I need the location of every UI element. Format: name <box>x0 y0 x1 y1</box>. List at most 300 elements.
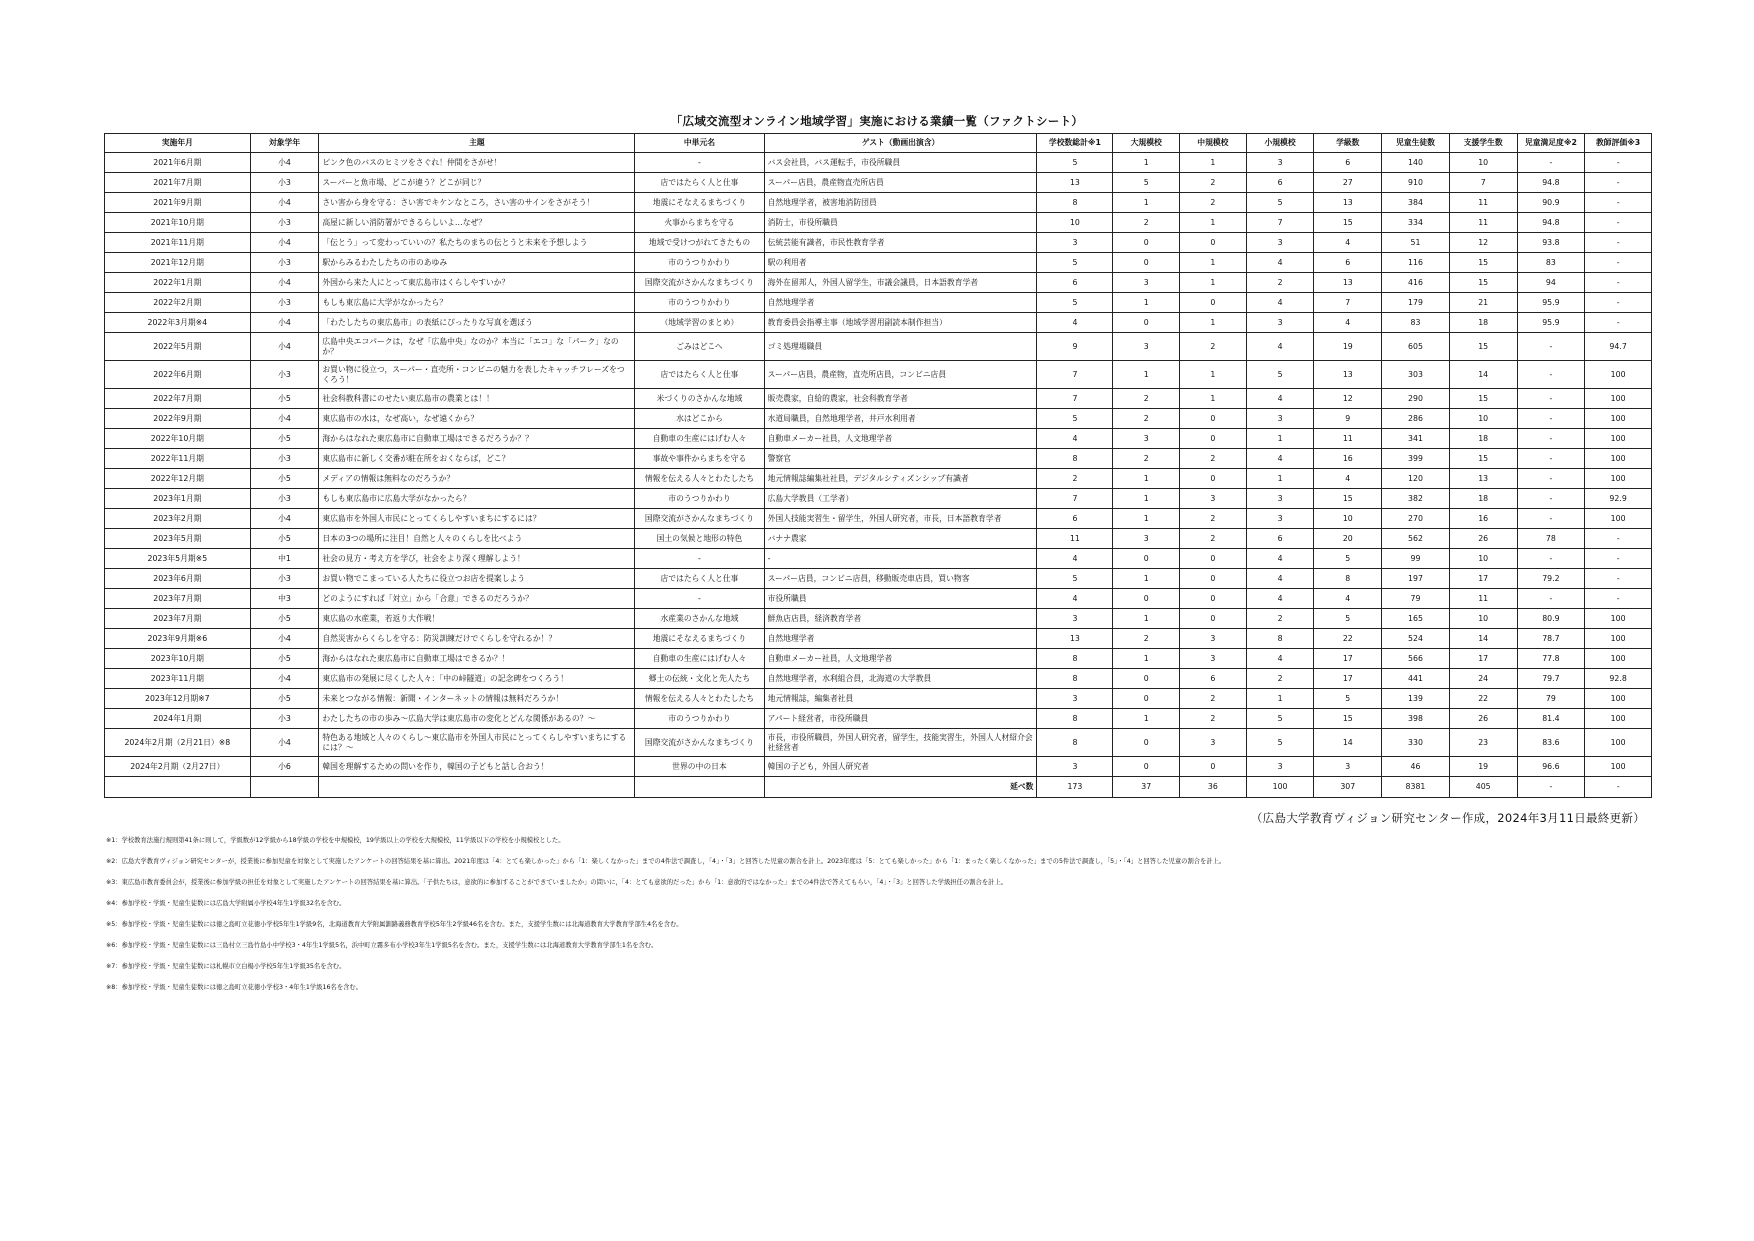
teacher-rating-cell: 92.9 <box>1585 489 1652 509</box>
column-header: ゲスト（動画出演含） <box>764 134 1037 153</box>
schools-cell: 6 <box>1037 273 1113 293</box>
classes-cell: 20 <box>1314 529 1382 549</box>
table-row <box>105 213 1652 233</box>
table-row <box>105 293 1652 313</box>
footnote: ※3：東広島市教育委員会が，授業後に参加学級の担任を対象として実施したアンケートの回答結果を基に算出。「子供たちは，意欲的に参加することができていましたか」の問いに，「4：とても意欲的だった」から「1：意欲的ではなかった」までの4件法で答えてもらい，「4」・「3」と回答した学級担任の割合を計上。 <box>106 879 1008 886</box>
medium-schools-cell: 3 <box>1180 649 1247 669</box>
large-schools-cell: 1 <box>1113 569 1180 589</box>
grade-cell: 中3 <box>250 589 319 609</box>
satisfaction-cell: 78 <box>1517 529 1585 549</box>
theme-cell: 海からはなれた東広島市に自動車工場はできるだろうか？？ <box>319 429 635 449</box>
grade-cell: 小3 <box>250 569 319 589</box>
guest-cell: - <box>764 549 1037 569</box>
satisfaction-cell: - <box>1517 469 1585 489</box>
students-cell: 303 <box>1382 361 1450 389</box>
large-schools-cell: 2 <box>1113 409 1180 429</box>
guest-cell: 韓国の子ども，外国人研究者 <box>764 757 1037 777</box>
period-cell: 2022年1月期 <box>105 273 251 293</box>
schools-cell: 3 <box>1037 609 1113 629</box>
teacher-rating-cell: - <box>1585 213 1652 233</box>
table-row <box>105 609 1652 629</box>
grade-cell: 小5 <box>250 529 319 549</box>
table-row <box>105 449 1652 469</box>
support-students-cell: 10 <box>1449 549 1517 569</box>
total-cell: 405 <box>1449 777 1517 798</box>
column-header: 主題 <box>319 134 635 153</box>
unit-cell: 世界の中の日本 <box>635 757 764 777</box>
medium-schools-cell: 0 <box>1180 609 1247 629</box>
guest-cell: 外国人技能実習生・留学生，外国人研究者，市長，日本語教育学者 <box>764 509 1037 529</box>
large-schools-cell: 2 <box>1113 389 1180 409</box>
small-schools-cell: 4 <box>1246 333 1314 361</box>
table-row <box>105 569 1652 589</box>
table-row <box>105 361 1652 389</box>
small-schools-cell: 4 <box>1246 589 1314 609</box>
unit-cell: 地震にそなえるまちづくり <box>635 193 764 213</box>
medium-schools-cell: 2 <box>1180 529 1247 549</box>
satisfaction-cell: - <box>1517 449 1585 469</box>
small-schools-cell: 3 <box>1246 757 1314 777</box>
grade-cell: 小3 <box>250 293 319 313</box>
satisfaction-cell: - <box>1517 509 1585 529</box>
schools-cell: 3 <box>1037 757 1113 777</box>
satisfaction-cell: 95.9 <box>1517 313 1585 333</box>
unit-cell: 水はどこから <box>635 409 764 429</box>
guest-cell: 消防士，市役所職員 <box>764 213 1037 233</box>
column-header: 児童生徒数 <box>1382 134 1450 153</box>
grade-cell: 小4 <box>250 509 319 529</box>
large-schools-cell: 0 <box>1113 669 1180 689</box>
table-row <box>105 589 1652 609</box>
schools-cell: 5 <box>1037 409 1113 429</box>
teacher-rating-cell: 100 <box>1585 389 1652 409</box>
guest-cell: 駅の利用者 <box>764 253 1037 273</box>
period-cell: 2022年2月期 <box>105 293 251 313</box>
support-students-cell: 15 <box>1449 449 1517 469</box>
classes-cell: 4 <box>1314 233 1382 253</box>
page-title: 「広域交流型オンライン地域学習」実施における業績一覧（ファクトシート） <box>670 114 1084 128</box>
grade-cell: 小5 <box>250 389 319 409</box>
credit-line: （広島大学教育ヴィジョン研究センター作成，2024年3月11日最終更新） <box>1250 811 1645 825</box>
students-cell: 382 <box>1382 489 1450 509</box>
students-cell: 140 <box>1382 153 1450 173</box>
teacher-rating-cell: 100 <box>1585 609 1652 629</box>
satisfaction-cell: - <box>1517 409 1585 429</box>
schools-cell: 6 <box>1037 509 1113 529</box>
teacher-rating-cell: 100 <box>1585 429 1652 449</box>
unit-cell: 国際交流がさかんなまちづくり <box>635 509 764 529</box>
large-schools-cell: 0 <box>1113 253 1180 273</box>
theme-cell: わたしたちの市の歩み～広島大学は東広島市の変化とどんな関係があるの？～ <box>319 709 635 729</box>
support-students-cell: 19 <box>1449 757 1517 777</box>
guest-cell: 自然地理学者 <box>764 629 1037 649</box>
students-cell: 197 <box>1382 569 1450 589</box>
period-cell: 2023年6月期 <box>105 569 251 589</box>
satisfaction-cell: 83.6 <box>1517 729 1585 757</box>
table-row <box>105 529 1652 549</box>
teacher-rating-cell: - <box>1585 293 1652 313</box>
classes-cell: 5 <box>1314 609 1382 629</box>
large-schools-cell: 2 <box>1113 629 1180 649</box>
theme-cell: 広島中央エコパークは，なぜ「広島中央」なのか？本当に「エコ」な「パーク」なのか？ <box>319 333 635 361</box>
schools-cell: 10 <box>1037 213 1113 233</box>
column-header: 支援学生数 <box>1449 134 1517 153</box>
classes-cell: 3 <box>1314 757 1382 777</box>
medium-schools-cell: 0 <box>1180 757 1247 777</box>
teacher-rating-cell: 100 <box>1585 757 1652 777</box>
small-schools-cell: 4 <box>1246 293 1314 313</box>
medium-schools-cell: 2 <box>1180 449 1247 469</box>
theme-cell: もしも東広島に大学がなかったら？ <box>319 293 635 313</box>
total-cell: 100 <box>1246 777 1314 798</box>
classes-cell: 16 <box>1314 449 1382 469</box>
grade-cell: 小4 <box>250 409 319 429</box>
theme-cell: スーパーと魚市場、どこが違う？どこが同じ？ <box>319 173 635 193</box>
teacher-rating-cell: - <box>1585 253 1652 273</box>
column-header: 中規模校 <box>1180 134 1247 153</box>
total-cell: 8381 <box>1382 777 1450 798</box>
grade-cell: 小4 <box>250 313 319 333</box>
satisfaction-cell: - <box>1517 361 1585 389</box>
period-cell: 2022年12月期 <box>105 469 251 489</box>
small-schools-cell: 8 <box>1246 629 1314 649</box>
medium-schools-cell: 0 <box>1180 233 1247 253</box>
small-schools-cell: 4 <box>1246 449 1314 469</box>
students-cell: 341 <box>1382 429 1450 449</box>
guest-cell: 自然地理学者，水利組合員，北海道の大学教員 <box>764 669 1037 689</box>
small-schools-cell: 5 <box>1246 361 1314 389</box>
classes-cell: 19 <box>1314 333 1382 361</box>
footnote: ※2：広島大学教育ヴィジョン研究センターが，授業後に参加児童を対象として実施したアンケートの回答結果を基に算出。2021年度は「4：とても楽しかった」から「1：楽しくなかった」までの4件法で調査し，「4」・「3」と回答した児童の割合を計上。2023年度は「5：とても楽しかった」から「1：まったく楽しくなかった」までの5件法で調査し，「5」・「4」と回答した児童の割合を計上。 <box>106 858 1226 865</box>
satisfaction-cell: 96.6 <box>1517 757 1585 777</box>
medium-schools-cell: 0 <box>1180 409 1247 429</box>
schools-cell: 2 <box>1037 469 1113 489</box>
support-students-cell: 21 <box>1449 293 1517 313</box>
totals-label: 延べ数 <box>764 777 1037 798</box>
small-schools-cell: 1 <box>1246 429 1314 449</box>
unit-cell: 水産業のさかんな地域 <box>635 609 764 629</box>
schools-cell: 4 <box>1037 589 1113 609</box>
table-row <box>105 253 1652 273</box>
medium-schools-cell: 2 <box>1180 333 1247 361</box>
period-cell: 2021年7月期 <box>105 173 251 193</box>
students-cell: 165 <box>1382 609 1450 629</box>
students-cell: 83 <box>1382 313 1450 333</box>
table-row <box>105 629 1652 649</box>
medium-schools-cell: 2 <box>1180 709 1247 729</box>
grade-cell: 小4 <box>250 193 319 213</box>
small-schools-cell: 3 <box>1246 313 1314 333</box>
guest-cell: 市役所職員 <box>764 589 1037 609</box>
classes-cell: 27 <box>1314 173 1382 193</box>
teacher-rating-cell: 100 <box>1585 409 1652 429</box>
footnote: ※5：参加学校・学級・児童生徒数には徳之島町立花徳小学校5年生1学級9名，北海道教育大学附属釧路義務教育学校5年生2学級46名を含む。また，支援学生数には北海道教育大学教育学部生4名を含む。 <box>106 921 683 928</box>
schools-cell: 13 <box>1037 629 1113 649</box>
guest-cell: バナナ農家 <box>764 529 1037 549</box>
students-cell: 441 <box>1382 669 1450 689</box>
table-row <box>105 409 1652 429</box>
support-students-cell: 18 <box>1449 429 1517 449</box>
grade-cell: 中1 <box>250 549 319 569</box>
large-schools-cell: 1 <box>1113 293 1180 313</box>
students-cell: 139 <box>1382 689 1450 709</box>
theme-cell: 「伝とう」って変わっていいの？私たちのまちの伝とうと未来を予想しよう <box>319 233 635 253</box>
satisfaction-cell: - <box>1517 589 1585 609</box>
satisfaction-cell: 94.8 <box>1517 213 1585 233</box>
small-schools-cell: 5 <box>1246 193 1314 213</box>
large-schools-cell: 0 <box>1113 233 1180 253</box>
column-header: 中単元名 <box>635 134 764 153</box>
support-students-cell: 24 <box>1449 669 1517 689</box>
period-cell: 2021年6月期 <box>105 153 251 173</box>
table-row <box>105 429 1652 449</box>
theme-cell: 社会科教科書にのせたい東広島市の農業とは！！ <box>319 389 635 409</box>
small-schools-cell: 2 <box>1246 273 1314 293</box>
grade-cell: 小3 <box>250 213 319 233</box>
satisfaction-cell: - <box>1517 389 1585 409</box>
guest-cell: スーパー店員，コンビニ店員，移動販売車店員，買い物客 <box>764 569 1037 589</box>
empty-cell <box>635 777 764 798</box>
classes-cell: 5 <box>1314 689 1382 709</box>
unit-cell: 地域で受けつがれてきたもの <box>635 233 764 253</box>
table-row <box>105 489 1652 509</box>
students-cell: 286 <box>1382 409 1450 429</box>
theme-cell: さい害から身を守る：さい害でキケンなところ，さい害のサインをさがそう！ <box>319 193 635 213</box>
table-row <box>105 689 1652 709</box>
schools-cell: 8 <box>1037 709 1113 729</box>
theme-cell: 東広島の水産業，若返り大作戦！ <box>319 609 635 629</box>
small-schools-cell: 3 <box>1246 489 1314 509</box>
support-students-cell: 12 <box>1449 233 1517 253</box>
teacher-rating-cell: - <box>1585 153 1652 173</box>
guest-cell: 伝統芸能有識者，市民性教育学者 <box>764 233 1037 253</box>
teacher-rating-cell: 100 <box>1585 361 1652 389</box>
support-students-cell: 15 <box>1449 273 1517 293</box>
column-header: 実施年月 <box>105 134 251 153</box>
schools-cell: 7 <box>1037 389 1113 409</box>
grade-cell: 小4 <box>250 333 319 361</box>
classes-cell: 7 <box>1314 293 1382 313</box>
period-cell: 2023年10月期 <box>105 649 251 669</box>
guest-cell: 海外在留邦人，外国人留学生，市議会議員，日本語教育学者 <box>764 273 1037 293</box>
grade-cell: 小5 <box>250 689 319 709</box>
students-cell: 290 <box>1382 389 1450 409</box>
medium-schools-cell: 3 <box>1180 489 1247 509</box>
medium-schools-cell: 2 <box>1180 509 1247 529</box>
large-schools-cell: 0 <box>1113 549 1180 569</box>
medium-schools-cell: 0 <box>1180 569 1247 589</box>
total-cell: 36 <box>1180 777 1247 798</box>
period-cell: 2022年10月期 <box>105 429 251 449</box>
period-cell: 2021年9月期 <box>105 193 251 213</box>
students-cell: 179 <box>1382 293 1450 313</box>
support-students-cell: 18 <box>1449 489 1517 509</box>
large-schools-cell: 3 <box>1113 529 1180 549</box>
grade-cell: 小3 <box>250 253 319 273</box>
column-header: 大規模校 <box>1113 134 1180 153</box>
schools-cell: 9 <box>1037 333 1113 361</box>
large-schools-cell: 0 <box>1113 589 1180 609</box>
period-cell: 2021年10月期 <box>105 213 251 233</box>
large-schools-cell: 3 <box>1113 429 1180 449</box>
period-cell: 2022年3月期※4 <box>105 313 251 333</box>
satisfaction-cell: - <box>1517 153 1585 173</box>
schools-cell: 5 <box>1037 153 1113 173</box>
footnote: ※7：参加学校・学級・児童生徒数には札幌市立白楊小学校5年生1学級35名を含む。 <box>106 963 346 970</box>
satisfaction-cell: - <box>1517 333 1585 361</box>
classes-cell: 22 <box>1314 629 1382 649</box>
support-students-cell: 22 <box>1449 689 1517 709</box>
large-schools-cell: 2 <box>1113 449 1180 469</box>
unit-cell: 店ではたらく人と仕事 <box>635 173 764 193</box>
table-row <box>105 233 1652 253</box>
unit-cell: 店ではたらく人と仕事 <box>635 361 764 389</box>
teacher-rating-cell: 100 <box>1585 709 1652 729</box>
small-schools-cell: 1 <box>1246 689 1314 709</box>
small-schools-cell: 5 <box>1246 729 1314 757</box>
period-cell: 2022年7月期 <box>105 389 251 409</box>
guest-cell: 市長，市役所職員，外国人研究者，留学生，技能実習生，外国人人材紹介会社経営者 <box>764 729 1037 757</box>
footnote: ※6：参加学校・学級・児童生徒数には三島村立三島竹島小中学校3・4年生1学級5名，浜中町立霧多布小学校3年生1学級5名を含む。また，支援学生数には北海道教育大学教育学部生1名を含む。 <box>106 942 658 949</box>
teacher-rating-cell: 100 <box>1585 469 1652 489</box>
medium-schools-cell: 6 <box>1180 669 1247 689</box>
grade-cell: 小4 <box>250 669 319 689</box>
unit-cell: 自動車の生産にはげむ人々 <box>635 649 764 669</box>
teacher-rating-cell: - <box>1585 273 1652 293</box>
period-cell: 2023年12月期※7 <box>105 689 251 709</box>
teacher-rating-cell: - <box>1585 173 1652 193</box>
support-students-cell: 17 <box>1449 649 1517 669</box>
support-students-cell: 10 <box>1449 409 1517 429</box>
classes-cell: 17 <box>1314 649 1382 669</box>
grade-cell: 小4 <box>250 153 319 173</box>
large-schools-cell: 1 <box>1113 489 1180 509</box>
students-cell: 910 <box>1382 173 1450 193</box>
grade-cell: 小3 <box>250 173 319 193</box>
medium-schools-cell: 0 <box>1180 589 1247 609</box>
total-cell: - <box>1585 777 1652 798</box>
satisfaction-cell: 94.8 <box>1517 173 1585 193</box>
period-cell: 2024年2月期（2月21日）※8 <box>105 729 251 757</box>
medium-schools-cell: 0 <box>1180 549 1247 569</box>
grade-cell: 小6 <box>250 757 319 777</box>
classes-cell: 12 <box>1314 389 1382 409</box>
table-row <box>105 757 1652 777</box>
large-schools-cell: 3 <box>1113 273 1180 293</box>
satisfaction-cell: - <box>1517 429 1585 449</box>
theme-cell: 特色ある地域と人々のくらし～東広島市を外国人市民にとってくらしやすいまちにするには？～ <box>319 729 635 757</box>
classes-cell: 13 <box>1314 273 1382 293</box>
unit-cell: 地震にそなえるまちづくり <box>635 629 764 649</box>
unit-cell: - <box>635 153 764 173</box>
classes-cell: 15 <box>1314 489 1382 509</box>
students-cell: 605 <box>1382 333 1450 361</box>
teacher-rating-cell: 94.7 <box>1585 333 1652 361</box>
teacher-rating-cell: 100 <box>1585 649 1652 669</box>
period-cell: 2023年2月期 <box>105 509 251 529</box>
schools-cell: 11 <box>1037 529 1113 549</box>
total-cell: 173 <box>1037 777 1113 798</box>
small-schools-cell: 7 <box>1246 213 1314 233</box>
theme-cell: ピンク色のバスのヒミツをさぐれ！仲間をさがせ！ <box>319 153 635 173</box>
support-students-cell: 10 <box>1449 153 1517 173</box>
theme-cell: 東広島市の発展に尽くした人々：「中の峠隧道」の記念碑をつくろう！ <box>319 669 635 689</box>
unit-cell: 国際交流がさかんなまちづくり <box>635 729 764 757</box>
grade-cell: 小3 <box>250 489 319 509</box>
support-students-cell: 11 <box>1449 213 1517 233</box>
large-schools-cell: 0 <box>1113 689 1180 709</box>
unit-cell: 米づくりのさかんな地域 <box>635 389 764 409</box>
theme-cell: 高屋に新しい消防署ができるらしいよ…なぜ？ <box>319 213 635 233</box>
support-students-cell: 11 <box>1449 589 1517 609</box>
table-row <box>105 509 1652 529</box>
large-schools-cell: 1 <box>1113 509 1180 529</box>
period-cell: 2024年1月期 <box>105 709 251 729</box>
small-schools-cell: 5 <box>1246 709 1314 729</box>
teacher-rating-cell: - <box>1585 589 1652 609</box>
students-cell: 46 <box>1382 757 1450 777</box>
period-cell: 2021年12月期 <box>105 253 251 273</box>
theme-cell: 「わたしたちの東広島市」の表紙にぴったりな写真を選ぼう <box>319 313 635 333</box>
schools-cell: 8 <box>1037 669 1113 689</box>
classes-cell: 5 <box>1314 549 1382 569</box>
support-students-cell: 15 <box>1449 389 1517 409</box>
schools-cell: 4 <box>1037 429 1113 449</box>
teacher-rating-cell: 100 <box>1585 629 1652 649</box>
support-students-cell: 17 <box>1449 569 1517 589</box>
teacher-rating-cell: 92.8 <box>1585 669 1652 689</box>
column-header: 対象学年 <box>250 134 319 153</box>
large-schools-cell: 0 <box>1113 757 1180 777</box>
empty-cell <box>319 777 635 798</box>
satisfaction-cell: 93.8 <box>1517 233 1585 253</box>
schools-cell: 8 <box>1037 193 1113 213</box>
teacher-rating-cell: 100 <box>1585 729 1652 757</box>
small-schools-cell: 4 <box>1246 253 1314 273</box>
unit-cell: 火事からまちを守る <box>635 213 764 233</box>
classes-cell: 9 <box>1314 409 1382 429</box>
column-header: 学級数 <box>1314 134 1382 153</box>
column-header: 教師評価※3 <box>1585 134 1652 153</box>
classes-cell: 14 <box>1314 729 1382 757</box>
large-schools-cell: 1 <box>1113 469 1180 489</box>
guest-cell: 自動車メーカー社員，人文地理学者 <box>764 429 1037 449</box>
medium-schools-cell: 1 <box>1180 253 1247 273</box>
students-cell: 566 <box>1382 649 1450 669</box>
large-schools-cell: 5 <box>1113 173 1180 193</box>
theme-cell: 東広島市を外国人市民にとってくらしやすいまちにするには？ <box>319 509 635 529</box>
teacher-rating-cell: - <box>1585 233 1652 253</box>
students-cell: 416 <box>1382 273 1450 293</box>
medium-schools-cell: 1 <box>1180 389 1247 409</box>
large-schools-cell: 1 <box>1113 153 1180 173</box>
satisfaction-cell: 80.9 <box>1517 609 1585 629</box>
grade-cell: 小4 <box>250 233 319 253</box>
table-row <box>105 173 1652 193</box>
medium-schools-cell: 2 <box>1180 173 1247 193</box>
grade-cell: 小3 <box>250 449 319 469</box>
classes-cell: 4 <box>1314 313 1382 333</box>
theme-cell: 韓国を理解するための問いを作り，韓国の子どもと話し合おう！ <box>319 757 635 777</box>
guest-cell: 広島大学教員（工学者） <box>764 489 1037 509</box>
medium-schools-cell: 1 <box>1180 273 1247 293</box>
theme-cell: お買い物でこまっている人たちに役立つお店を提案しよう <box>319 569 635 589</box>
theme-cell: 未来とつながる情報：新聞・インターネットの情報は無料だろうか！ <box>319 689 635 709</box>
support-students-cell: 16 <box>1449 509 1517 529</box>
support-students-cell: 14 <box>1449 361 1517 389</box>
support-students-cell: 7 <box>1449 173 1517 193</box>
teacher-rating-cell: 100 <box>1585 509 1652 529</box>
